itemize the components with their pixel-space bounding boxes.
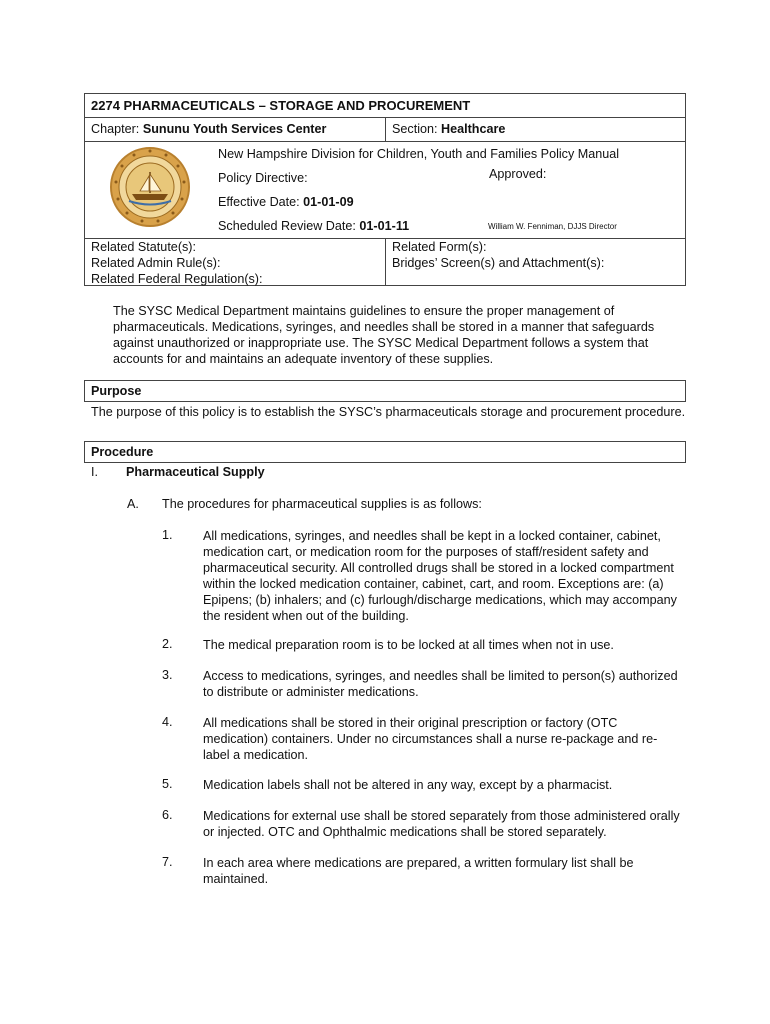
list-item: Medication labels shall not be altered in any way, except by a pharmacist.	[203, 778, 613, 792]
signer-name: William W. Fenniman, DJJS Director	[488, 222, 617, 231]
item-number: 4.	[162, 715, 173, 729]
item-number: 7.	[162, 855, 173, 869]
related-forms: Related Form(s):	[392, 240, 487, 254]
chapter-label: Chapter:	[91, 122, 143, 136]
policy-directive-label: Policy Directive:	[218, 171, 308, 185]
effective-date	[218, 195, 354, 209]
bridges-screens: Bridges’ Screen(s) and Attachment(s):	[392, 256, 605, 270]
divider	[385, 117, 386, 141]
list-item: All medications shall be stored in their original prescription or factory (OTC medication) containers. Under no circumstances shall a nurse re-package and re-label a medication.	[203, 716, 658, 762]
subsection-number: A.	[127, 497, 139, 511]
review-date	[218, 219, 409, 233]
procedure-heading: Procedure	[91, 445, 154, 459]
procedure-heading-box	[84, 441, 686, 463]
chapter-value: Sununu Youth Services Center	[142, 122, 327, 136]
review-date-label: Scheduled Review Date:	[218, 219, 360, 233]
section-label: Section:	[392, 122, 442, 136]
manual-title: New Hampshire Division for Children, Youth and Families Policy Manual	[218, 147, 620, 161]
purpose-heading: Purpose	[91, 384, 142, 398]
list-item: Access to medications, syringes, and needles shall be limited to person(s) authorized to distribute or administer medications.	[203, 669, 678, 699]
new-hampshire-state-seal	[109, 146, 191, 228]
item-number: 3.	[162, 668, 173, 682]
section-field	[392, 122, 505, 136]
list-item: All medications, syringes, and needles shall be kept in a locked container, cabinet, medication cart, or medication room for the purposes of staff/resident safety and pharmaceutical security. All controlled drugs shall be stored in a locked compartment within the locked medication container, cabinet, cart, and room. Exceptions are: (a) Epipens; (b) inhalers; and (c) furlough/discharge medications, which may accompany the resident when out of the building.	[203, 529, 677, 623]
item-number: 1.	[162, 528, 173, 542]
list-item: Medications for external use shall be stored separately from those administered orally or injected. OTC and Ophthalmic medications shall be stored separately.	[203, 809, 680, 839]
intro-paragraph: The SYSC Medical Department maintains guidelines to ensure the proper management of pharmaceuticals. Medications, syringes, and needles shall be stored in a manner that safeguards against unauthorized or inappropriate use. The SYSC Medical Department follows a system that accounts for and maintains an adequate inventory of these supplies.	[113, 304, 655, 366]
item-number: 5.	[162, 777, 173, 791]
purpose-text: The purpose of this policy is to establish the SYSC’s pharmaceuticals storage and procurement procedure.	[91, 405, 686, 419]
related-statutes: Related Statute(s):	[91, 240, 196, 254]
review-date-value: 01-01-11	[359, 219, 410, 233]
divider	[85, 141, 685, 142]
subsection-text: The procedures for pharmaceutical supplies is as follows:	[162, 497, 482, 511]
list-item: The medical preparation room is to be locked at all times when not in use.	[203, 638, 614, 652]
approved-label: Approved:	[489, 167, 547, 181]
purpose-heading-box	[84, 380, 686, 402]
item-number: 2.	[162, 637, 173, 651]
divider	[385, 238, 386, 286]
item-number: 6.	[162, 808, 173, 822]
related-admin-rules: Related Admin Rule(s):	[91, 256, 221, 270]
effective-date-value: 01-01-09	[303, 195, 354, 209]
section-value: Healthcare	[441, 122, 506, 136]
section-number: I.	[91, 465, 98, 479]
section-title: Pharmaceutical Supply	[126, 465, 265, 479]
chapter-field	[91, 122, 326, 136]
policy-title: 2274 PHARMACEUTICALS – STORAGE AND PROCUREMENT	[91, 98, 471, 113]
list-item: In each area where medications are prepared, a written formulary list shall be maintained.	[203, 856, 634, 886]
related-federal-regulations: Related Federal Regulation(s):	[91, 272, 263, 286]
effective-date-label: Effective Date:	[218, 195, 304, 209]
